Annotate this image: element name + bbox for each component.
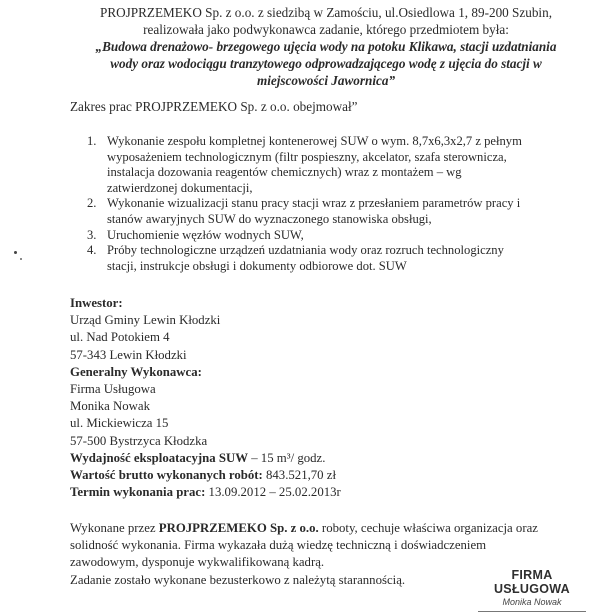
- closing-line-3: zawodowym, dysponuje wykwalifikowaną kadrą.: [70, 555, 325, 570]
- contract-details: [70, 295, 341, 501]
- task-line: Próby technologiczne urządzeń uzdatniania wody oraz rozruch technologiczny: [107, 243, 504, 258]
- stamp-owner-name: Monika Nowak: [502, 597, 562, 607]
- task-line: instalacja dozowania reagentów chemicznych) wraz z montażem – wg: [107, 165, 462, 180]
- task-line: stacji, instrukcje obsługi i dokumenty odbiorowe dot. SUW: [107, 258, 407, 273]
- contractor-street: ul. Mickiewicza 15: [70, 416, 169, 431]
- performance-value: – 15 m³/ godz.: [248, 450, 326, 465]
- closing-line-4: Zadanie zostało wykonane bezusterkowo z należytą starannością.: [70, 572, 406, 587]
- contractor-owner: Monika Nowak: [70, 399, 150, 414]
- list-item: [87, 243, 567, 274]
- closing-text: roboty, cechuje właściwa organizacja oraz: [318, 521, 538, 535]
- project-title: [70, 38, 582, 89]
- contractor-company: Firma Usługowa: [70, 382, 156, 397]
- closing-line-1: [70, 520, 560, 537]
- closing-line-2: solidność wykonania. Firma wykazała dużą wiedzę techniczną i doświadczeniem: [70, 538, 487, 553]
- investor-name: Urząd Gminy Lewin Kłodzki: [70, 313, 221, 328]
- list-item: [87, 134, 567, 196]
- contractor-label: Generalny Wykonawca:: [70, 364, 202, 379]
- task-line: stanów awaryjnych SUW do wyznaczonego stanowiska obsługi,: [107, 211, 432, 226]
- completion-row: [70, 484, 341, 501]
- investor-label: Inwestor:: [70, 296, 123, 310]
- task-number: 4.: [87, 243, 97, 258]
- completion-label: Termin wykonania prac:: [70, 485, 206, 500]
- task-number: 2.: [87, 196, 97, 211]
- closing-text: Wykonane przez: [70, 521, 159, 535]
- company-name-bold: PROJPRZEMEKO Sp. z o.o.: [158, 521, 319, 535]
- task-line: zatwierdzonej dokumentacji,: [107, 180, 253, 195]
- company-stamp: [472, 568, 592, 612]
- scope-intro: Zakres prac PROJPRZEMEKO Sp. z o.o. obejmował”: [70, 99, 358, 114]
- header-line-1: PROJPRZEMEKO Sp. z o.o. z siedzibą w Zamościu, ul.Osiedlowa 1, 89-200 Szubin,: [99, 5, 552, 20]
- task-line: Uruchomienie węzłów wodnych SUW,: [107, 227, 304, 242]
- task-number: 1.: [87, 134, 97, 148]
- list-item: [87, 196, 567, 227]
- gross-value-row: [70, 467, 341, 484]
- gross-value-amount: 843.521,70 zł: [262, 468, 337, 483]
- project-title-line-2: wody oraz wodociągu tranzytowego odprowadzającego wodę z ujęcia do stacji w: [110, 56, 542, 71]
- stamp-company-name: FIRMA USŁUGOWA: [493, 568, 570, 596]
- completion-dates: 13.09.2012 – 25.02.2013r: [205, 485, 341, 500]
- gross-value-label: Wartość brutto wykonanych robót:: [70, 468, 263, 483]
- task-line: wyposażeniem technologicznym (filtr pospieszny, akcelator, szafa sterownicza,: [107, 149, 507, 164]
- task-line: Wykonanie zespołu kompletnej kontenerowej SUW o wym. 8,7x6,3x2,7 z pełnym: [107, 134, 522, 148]
- project-title-line-1: „Budowa drenażowo- brzegowego ujęcia wody na potoku Klikawa, stacji uzdatniania: [95, 39, 557, 54]
- task-line: Wykonanie wizualizacji stanu pracy stacji wraz z przesłaniem parametrów pracy i: [107, 196, 521, 211]
- scan-speck: [20, 258, 22, 260]
- task-number: 3.: [87, 227, 97, 242]
- header-block: [70, 4, 582, 89]
- contractor-city: 57-500 Bystrzyca Kłodzka: [70, 433, 208, 448]
- project-title-line-3: miejscowości Jawornica”: [256, 73, 396, 88]
- scan-speck: [14, 251, 17, 254]
- performance-row: [70, 450, 341, 467]
- task-list: [87, 134, 567, 274]
- header-line-2: realizowała jako podwykonawca zadanie, którego przedmiotem była:: [143, 22, 509, 37]
- list-item: [87, 227, 567, 244]
- investor-street: ul. Nad Potokiem 4: [70, 330, 170, 345]
- investor-city: 57-343 Lewin Kłodzki: [70, 347, 187, 362]
- performance-label: Wydajność eksploatacyjna SUW: [70, 450, 248, 465]
